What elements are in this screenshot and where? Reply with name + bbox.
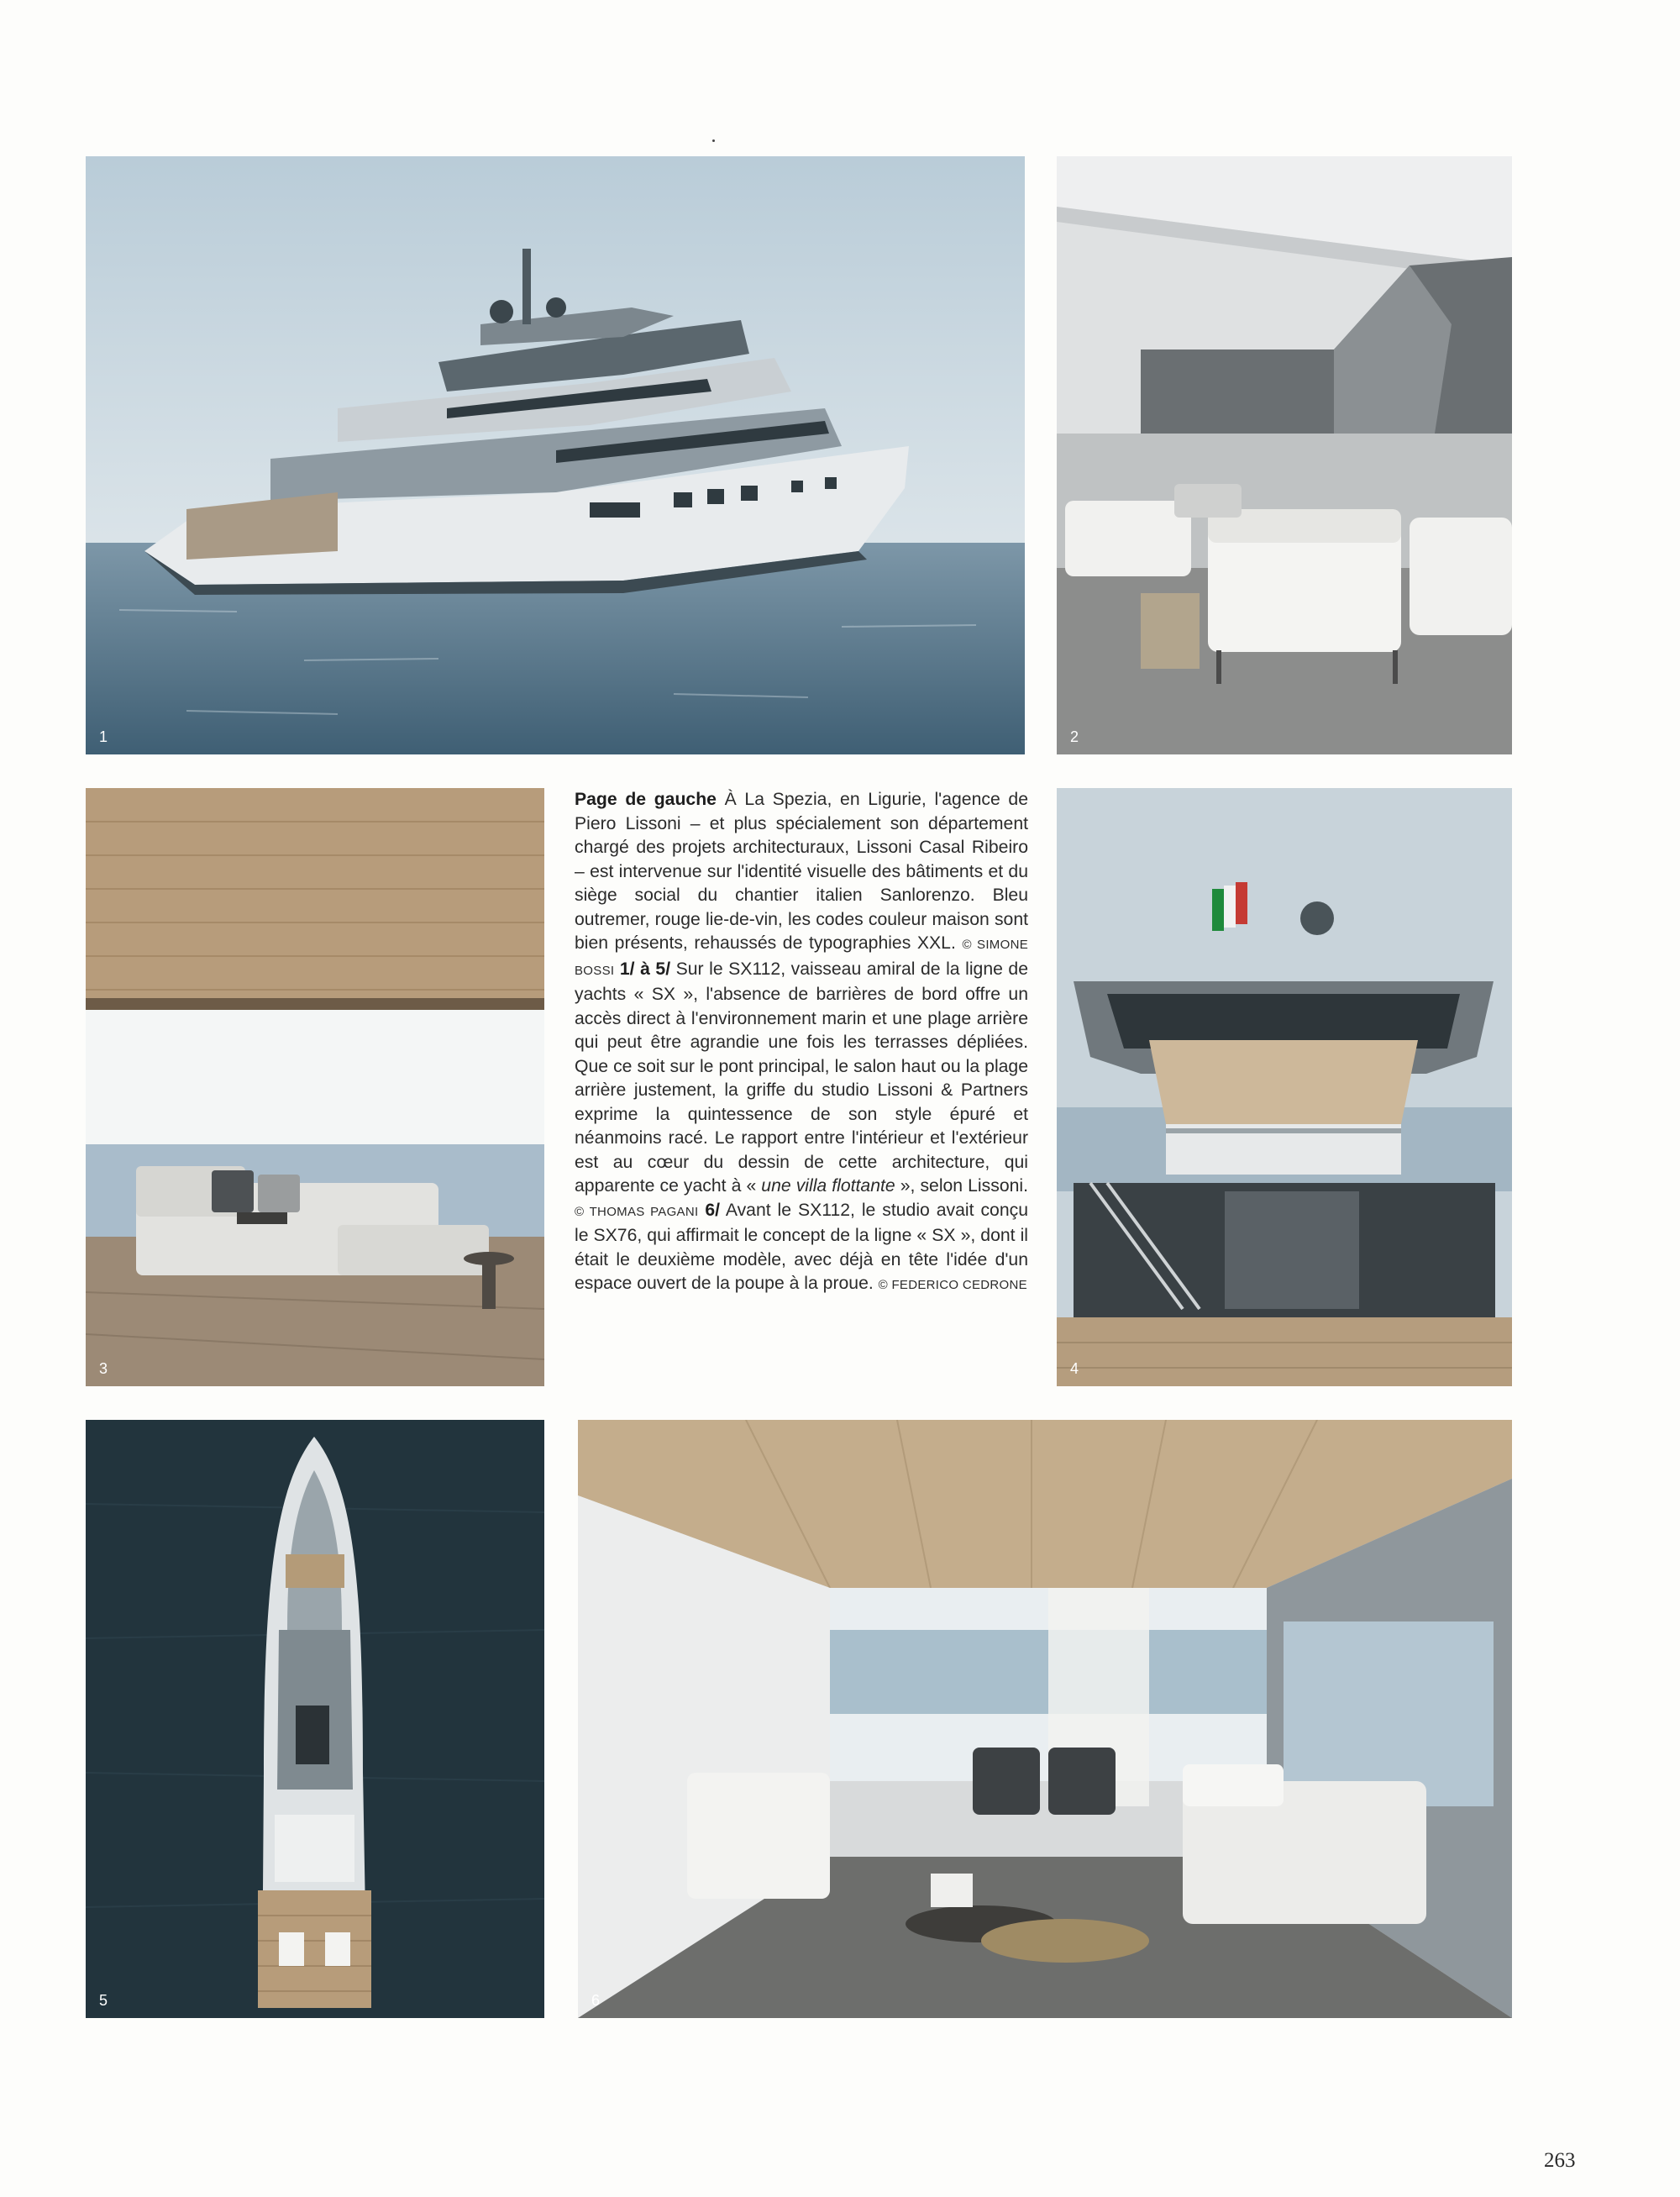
photo-credit-2: © THOMAS PAGANI (575, 1204, 699, 1219)
caption-paragraph-2a: Sur le SX112, vaisseau amiral de la ligne de yachts « SX », l'absence de barrières de bord offre un accès direct à l'environnement marin et une plage arrière qui peut être agrandie une fois les terrasses dépliées. Que ce soit sur le pont principal, le salon haut ou la plage arrière justement, la griffe du studio Lissoni & Partners exprime la quintessence de son style épuré et néanmoins racé. Le rapport entre l'intérieur et l'extérieur est au cœur du dessin de cette architecture, qui apparente ce yacht à « (575, 959, 1028, 1196)
caption-text (575, 788, 1028, 1298)
photo-number: 1 (99, 728, 108, 745)
salon-interior-illustration (1057, 156, 1512, 754)
caption-lead: Page de gauche (575, 790, 717, 809)
photo-4-stern-view (1057, 788, 1512, 1386)
photo-number: 2 (1070, 728, 1079, 745)
photo-number: 6 (591, 1992, 601, 2009)
photo-6-main-salon-interior (578, 1420, 1512, 2018)
photo-1-yacht-at-sea (86, 156, 1025, 754)
caption-reference-2: 6/ (698, 1200, 721, 1220)
caption-paragraph-2b: », selon Lissoni. (895, 1176, 1028, 1196)
main-salon-illustration (578, 1420, 1512, 2018)
deck-lounge-illustration (86, 788, 544, 1386)
photo-credit-1: © SIMONE BOSSI (575, 938, 1029, 978)
photo-2-salon-haut-interior (1057, 156, 1512, 754)
yacht-exterior-illustration (86, 156, 1025, 754)
caption-quote: une villa flottante (761, 1176, 895, 1196)
print-mark (712, 139, 715, 142)
photo-3-aft-deck-lounge (86, 788, 544, 1386)
stern-illustration (1057, 788, 1512, 1386)
photo-number: 3 (99, 1360, 108, 1377)
photo-number: 5 (99, 1992, 108, 2009)
caption-paragraph-1: À La Spezia, en Ligurie, l'agence de Piero Lissoni – et plus spécialement son département chargé des projets architecturaux, Lissoni Casal Ribeiro – est intervenue sur l'identité visuelle des bâtiments et du siège social du chantier italien Sanlorenzo. Bleu outremer, rouge lie-de-vin, les codes couleur maison sont bien présents, rehaussés de typographies XXL. (575, 790, 1028, 953)
caption-paragraph-3: Avant le SX112, le studio avait conçu le SX76, qui affirmait le concept de la ligne « SX », dont il était le deuxième modèle, avec déjà en tête l'idée d'un espace ouvert de la poupe à la proue. (575, 1200, 1028, 1293)
aerial-yacht-illustration (86, 1420, 544, 2018)
photo-credit-3: © FEDERICO CEDRONE (878, 1278, 1027, 1292)
caption-reference-1: 1/ à 5/ (614, 959, 671, 979)
photo-5-aerial-top-view (86, 1420, 544, 2018)
photo-number: 4 (1070, 1360, 1079, 1377)
page-number: 263 (1544, 2149, 1576, 2172)
